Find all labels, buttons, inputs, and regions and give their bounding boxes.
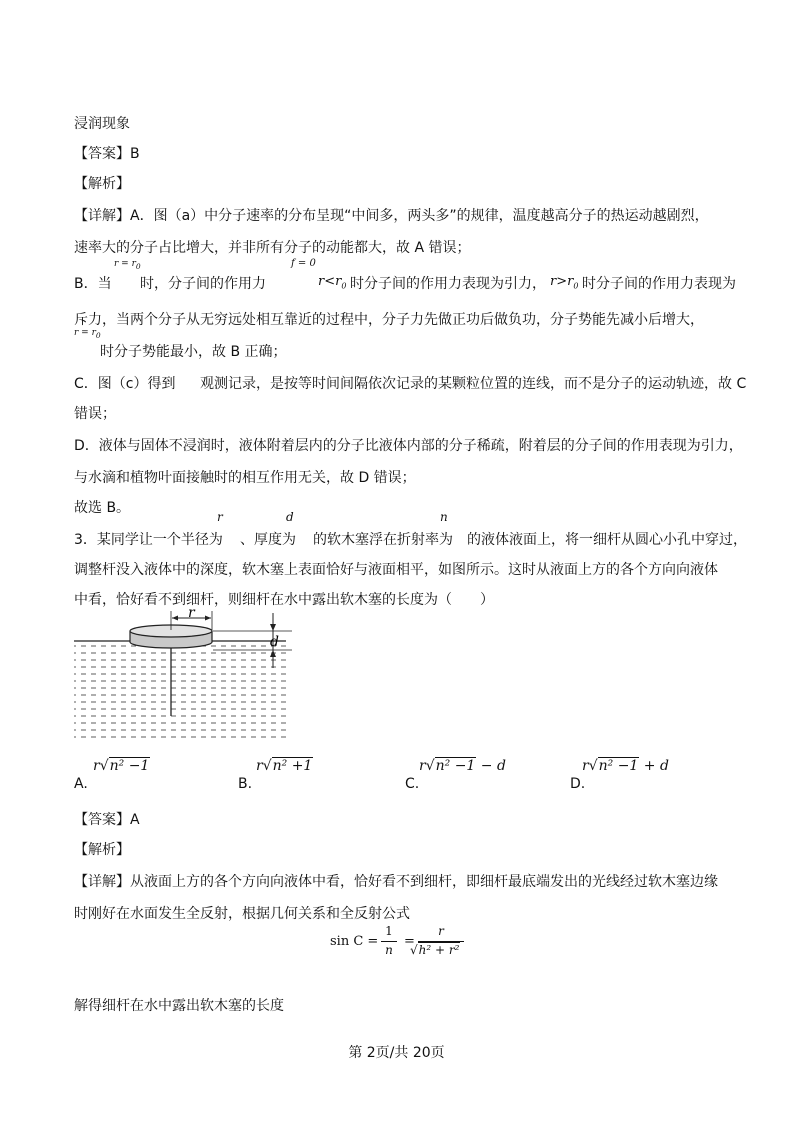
- formula-numerator: 1: [385, 924, 393, 938]
- text-line: 速率大的分子占比增大，并非所有分子的动能都大，故 A 错误；: [74, 240, 471, 256]
- formula-r-equals-r0: $r = r_0$: [74, 328, 101, 340]
- option-a[interactable]: [74, 776, 88, 792]
- text-line: 浸润现象: [74, 116, 130, 132]
- formula-r-equals-r0: $r = r_0$: [114, 259, 141, 271]
- question-text: 的液体液面上，将一细杆从圆心小孔中穿过，: [467, 532, 747, 548]
- formula-r-greater-r0: $r>r_0$: [550, 274, 579, 291]
- thickness-label: d: [270, 634, 279, 650]
- formula-denominator: n: [385, 943, 393, 957]
- option-label: A.: [74, 776, 88, 792]
- option-d[interactable]: [570, 776, 585, 792]
- option-b-formula: r√n² +1: [256, 758, 313, 774]
- text-line: 故选 B。: [74, 500, 131, 516]
- liquid-region: [74, 642, 286, 740]
- question-text: 、厚度为: [240, 532, 296, 548]
- question-text: 调整杆没入液体中的深度，软木塞上表面恰好与液面相平，如图所示。这时从液面上方的各个方向向液体: [74, 562, 718, 578]
- text-line: B．当: [74, 276, 112, 292]
- question-text: 的软木塞浮在折射率为: [313, 532, 453, 548]
- answer-heading: 【答案】B: [74, 146, 140, 162]
- formula-numerator: r: [438, 924, 444, 938]
- formula-equals: =: [404, 934, 415, 949]
- text-line: 解得细杆在水中露出软木塞的长度: [74, 998, 284, 1014]
- text-line: 与水滴和植物叶面接触时的相互作用无关，故 D 错误；: [74, 470, 416, 486]
- symbol-n: n: [440, 510, 448, 524]
- text-line: C．图（c）得到: [74, 376, 176, 392]
- option-c-formula: r√n² −1 − d: [419, 758, 506, 774]
- text-line: D．液体与固体不浸润时，液体附着层内的分子比液体内部的分子稀疏，附着层的分子间的作用表现为引力，: [74, 438, 743, 454]
- text-line: 【详解】从液面上方的各个方向向液体中看，恰好看不到细杆，即细杆最底端发出的光线经过软木塞边缘: [74, 874, 718, 890]
- formula-denominator: √h² + r²: [410, 943, 460, 957]
- option-c[interactable]: [405, 776, 419, 792]
- page-footer: 第 2页/共 20页: [348, 1045, 445, 1061]
- option-b[interactable]: [238, 776, 252, 792]
- cork-diagram: [70, 608, 300, 740]
- text-line: 错误；: [74, 406, 116, 422]
- question-text: 3．某同学让一个半径为: [74, 532, 223, 548]
- option-label: C.: [405, 776, 420, 792]
- option-d-formula: r√n² −1 + d: [582, 758, 669, 774]
- answer-heading: 【答案】A: [74, 812, 140, 828]
- text-line: 时，分子间的作用力: [140, 276, 266, 292]
- option-a-formula: r√n² −1: [93, 758, 150, 774]
- text-line: 斥力，当两个分子从无穷远处相互靠近的过程中，分子力先做正功后做负功，分子势能先减小后增大，: [74, 312, 704, 328]
- text-line: 时刚好在水面发生全反射，根据几何关系和全反射公式: [74, 906, 410, 922]
- formula-f-equals-0: f = 0: [291, 258, 316, 269]
- text-line: 时分子间的作用力表现为引力，: [350, 276, 546, 292]
- text-line: 时分子势能最小，故 B 正确；: [100, 344, 287, 360]
- option-label: B.: [238, 776, 253, 792]
- text-line: 时分子间的作用力表现为: [582, 276, 736, 292]
- radius-label: r: [188, 608, 195, 621]
- formula-lhs: sin C =: [330, 934, 379, 949]
- question-text: 中看，恰好看不到细杆，则细杆在水中露出软木塞的长度为（ ）: [74, 592, 494, 608]
- analysis-heading: 【解析】: [74, 176, 130, 192]
- text-line: 【详解】A．图（a）中分子速率的分布呈现“中间多，两头多”的规律，温度越高分子的热运动越剧烈，: [74, 208, 709, 224]
- symbol-d: d: [286, 510, 294, 524]
- text-line: 观测记录，是按等时间间隔依次记录的某颗粒位置的连线，而不是分子的运动轨迹，故 C: [200, 376, 747, 392]
- option-label: D.: [570, 776, 586, 792]
- formula-r-less-r0: $r<r_0$: [318, 274, 347, 291]
- symbol-r: r: [217, 510, 223, 524]
- analysis-heading: 【解析】: [74, 842, 130, 858]
